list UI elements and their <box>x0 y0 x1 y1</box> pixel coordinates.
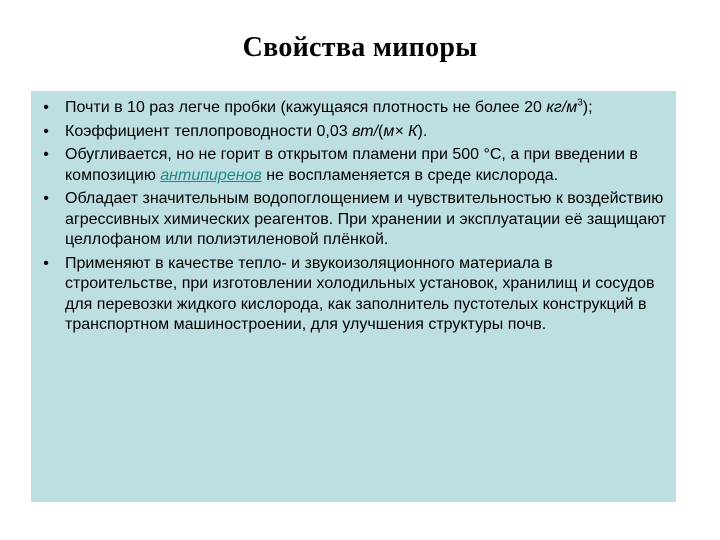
bullet-text-end: ). <box>417 122 428 140</box>
bullet-glyph: • <box>43 254 49 272</box>
bullet-text: Обладает значительным водопоглощением и чувствительностью к воздействию агрессивных химических реагентов. При хранении и эксплуатации её защищают целлофаном или полиэтиленовой плёнкой. <box>65 190 667 248</box>
bullet-text: Применяют в качестве тепло- и звукоизоляционного материала в строительстве, при изготовлении холодильных установок, хранилищ и сосудов для перевозки жидкого кислорода, как заполнитель пустотелых конструкций в транспортном машиностроении, для улучшения структуры почв. <box>65 254 655 333</box>
bullet-glyph: • <box>43 146 49 163</box>
antipirens-link[interactable]: антипиренов <box>160 166 262 184</box>
content-panel <box>31 91 676 502</box>
bullet-item-applications <box>37 254 676 336</box>
slide-title: Свойства мипоры <box>242 32 478 63</box>
unit-text-2: м× К <box>383 122 418 140</box>
bullet-item-water-absorption <box>37 189 676 251</box>
bullet-text: Коэффициент теплопроводности 0,03 <box>65 122 353 140</box>
bullet-text-end: ); <box>582 99 593 116</box>
bullet-list <box>37 98 676 336</box>
bullet-item-flammability <box>37 145 676 186</box>
bullet-glyph: • <box>43 122 49 140</box>
unit-superscript: 3 <box>577 97 583 109</box>
bullet-text-end: не воспламеняется в среде кислорода. <box>261 166 559 184</box>
bullet-text: Обугливается, но не горит в открытом пламени при 500 °С, а при введении в композицию <box>65 146 638 184</box>
bullet-item-conductivity <box>37 122 676 143</box>
bullet-text-mid: ( <box>378 122 384 140</box>
unit-text: вт/ <box>352 122 379 140</box>
bullet-text: Почти в 10 раз легче пробки (кажущаяся плотность не более 20 <box>65 99 547 116</box>
bullet-glyph: • <box>43 190 49 207</box>
bullet-glyph: • <box>43 99 49 116</box>
unit-text: кг/м <box>546 99 578 116</box>
bullet-item-density <box>37 98 676 119</box>
